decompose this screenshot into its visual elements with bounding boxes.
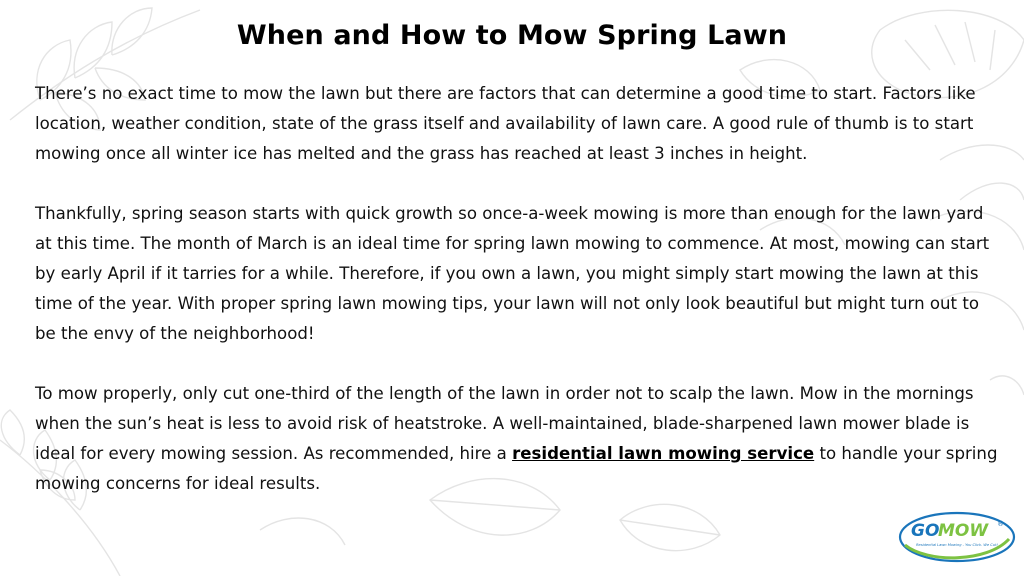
logo-registered-mark: ® — [997, 520, 1004, 528]
gomow-logo — [897, 507, 1017, 565]
logo-mow-text: MOW — [938, 521, 989, 541]
logo-go-text: GO — [911, 521, 940, 541]
paragraph-how-to-mow — [35, 379, 1000, 499]
page-title: When and How to Mow Spring Lawn — [236, 20, 788, 51]
residential-lawn-mowing-service-link[interactable]: residential lawn mowing service — [512, 444, 815, 463]
paragraph-spring-growth: Thankfully, spring season starts with quick growth so once-a-week mowing is more than enough for the lawn yard at this time. The month of March is an ideal time for spring lawn mowing to commence. At most, mowing can start by early April if it tarries for a while. Therefore, if you own a lawn, you might simply start mowing the lawn at this time of the year. With proper spring lawn mowing tips, your lawn will not only look beautiful but might turn out to be the envy of the neighborhood! — [35, 204, 990, 343]
article-body — [35, 79, 1000, 499]
paragraph-when-to-start: There’s no exact time to mow the lawn but there are factors that can determine a good time to start. Factors like location, weather condition, state of the grass itself and availability of lawn care. A good rule of thumb is to start mowing once all winter ice has melted and the grass has reached at least 3 inches in height. — [35, 84, 976, 163]
paragraph-text: To mow properly, only cut one-third of the length of the lawn in order not to scalp the lawn. Mow in the mornings when the sun’s heat is less to avoid risk of heatstroke. A well-maintained, blade-sharpened lawn mower blade is ideal for every mowing session. As recommended, hire a — [35, 384, 974, 463]
logo-tagline: Residential Lawn Mowing - You Click. We Cut! — [916, 543, 998, 547]
paragraph-text-end: to handle your spring mowing concerns for ideal results. — [35, 444, 998, 493]
